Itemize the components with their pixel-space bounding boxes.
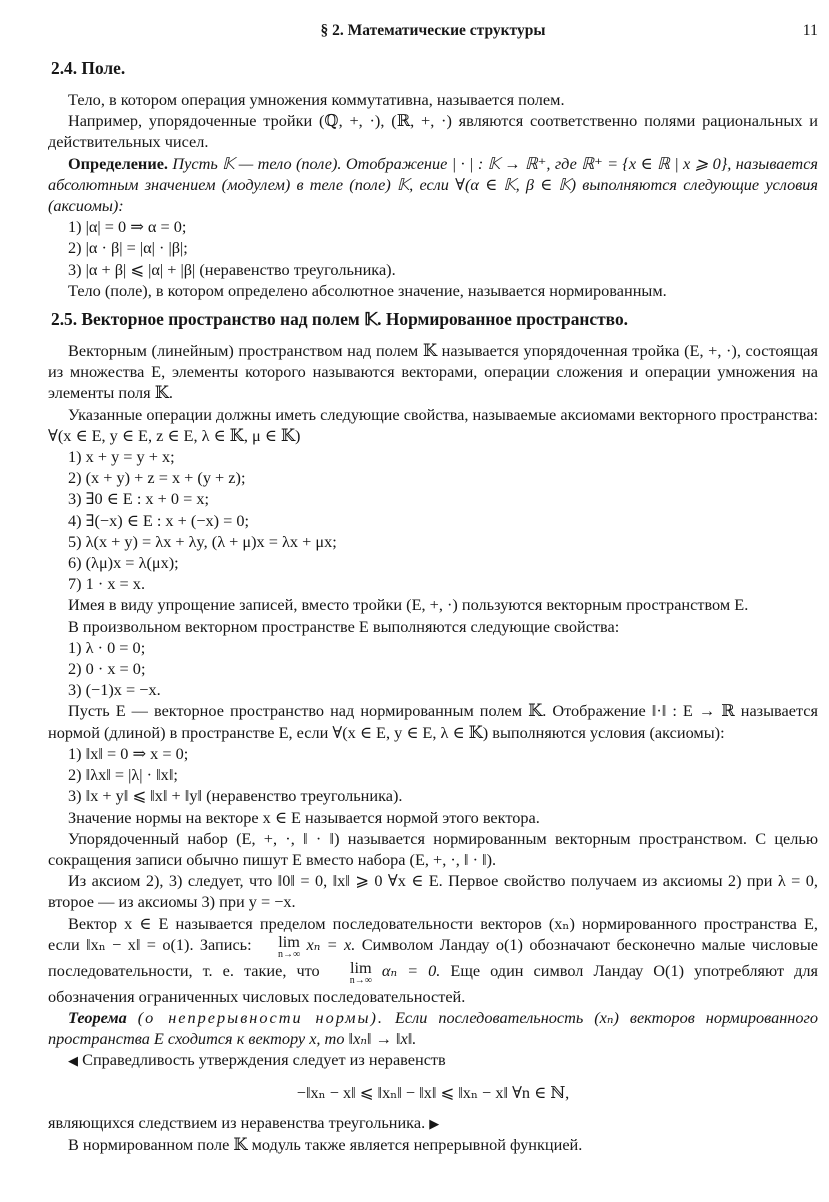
theorem-text: Если последовательность (xₙ) векторов нормированного пространства E сходится к вектору x, то ‖xₙ‖ → ‖x‖. [48,1007,818,1049]
definition-text: Пусть 𝕂 — тело (поле). Отображение | · | : 𝕂 → ℝ⁺, где ℝ⁺ = {x ∈ ℝ | x ⩾ 0}, называется абсолютным значением (модулем) в теле (поле) 𝕂, если ∀(α ∈ 𝕂, β ∈ 𝕂) выполняются следующие условия (аксиомы): [48,153,818,216]
limit-paragraph-part-a: Вектор x ∈ E называется пределом последовательности векторов (xₙ) нормированного пространства E, если ‖xₙ − x‖ = o(1). Запись: [48,913,818,954]
norm-axiom: 3) ‖x + y‖ ⩽ ‖x‖ + ‖y‖ (неравенство треугольника). [68,786,403,806]
section-heading-2-4: 2.4. Поле. [51,58,126,78]
page-body [48,53,818,1155]
paragraph: Тело (поле), в котором определено абсолютное значение, называется нормированным. [68,280,667,300]
limit-word: lim [349,957,372,977]
limit-paragraph [48,913,818,1007]
paragraph: Имея в виду упрощение записей, вместо тройки (E, +, ·) пользуются векторным пространством E. [68,595,749,615]
paragraph: Например, упорядоченные тройки (ℚ, +, ·), (ℝ, +, ·) являются соответственно полями рациональных и действительных чисел. [48,111,818,152]
running-header [48,16,818,40]
section-heading-2-5: 2.5. Векторное пространство над полем 𝕂. Нормированное пространство. [51,309,628,330]
axiom: 6) (λμ)x = λ(μx); [68,553,179,573]
limit-expression: αₙ = 0. [381,960,441,980]
proof-end [48,1112,818,1134]
axiom: 3) ∃0 ∈ E : x + 0 = x; [68,489,209,509]
page-number: 11 [802,22,818,39]
axiom: 4) ∃(−x) ∈ E : x + (−x) = 0; [68,510,250,530]
axiom: 5) λ(x + y) = λx + λy, (λ + μ)x = λx + μx; [68,531,337,551]
limit-paragraph-part-c: Еще один символ Ландау O(1) употребляют для обозначения ограниченных числовых последовательностей. [48,960,819,1006]
axiom: 7) 1 · x = x. [68,574,146,594]
proof-start-marker: ◀ [68,1053,78,1069]
limit-symbol [330,957,372,986]
limit-word: lim [278,931,300,951]
axiom: 2) (x + y) + z = x + (y + z); [68,468,246,488]
theorem-name: (о непрерывности нормы). [137,1007,385,1027]
property: 1) λ · 0 = 0; [68,637,146,657]
axiom: 2) |α · β| = |α| · |β|; [68,238,188,258]
definition-label: Определение. [68,153,168,173]
paragraph: Из аксиом 2), 3) следует, что ‖0‖ = 0, ‖x‖ ⩾ 0 ∀x ∈ E. Первое свойство получаем из аксиомы 2) при λ = 0, второе — из аксиомы 3) при y = −x. [48,871,818,912]
paragraph: В нормированном поле 𝕂 модуль также является непрерывной функцией. [68,1134,583,1154]
paragraph: Упорядоченный набор (E, +, ·, ‖ · ‖) называется нормированным векторным пространством. С целью сокращения записи обычно пишут E вместо набора (E, +, ·, ‖ · ‖). [48,828,818,869]
axiom: 1) |α| = 0 ⇒ α = 0; [68,217,187,237]
proof-text: Справедливость утверждения следует из неравенств [82,1050,446,1070]
proof-formula: −‖xₙ − x‖ ⩽ ‖xₙ‖ − ‖x‖ ⩽ ‖xₙ − x‖ ∀n ∈ ℕ, [296,1082,570,1102]
paragraph: Векторным (линейным) пространством над полем 𝕂 называется упорядоченная тройка (E, +, ·), состоящая из множества E, элементы которого называются векторами, операции сложения и операции умножения на элементы поля 𝕂. [48,341,818,403]
paragraph: В произвольном векторном пространстве E выполняются следующие свойства: [68,616,620,636]
paragraph: Значение нормы на векторе x ∈ E называется нормой этого вектора. [68,807,540,827]
norm-axiom: 1) ‖x‖ = 0 ⇒ x = 0; [68,743,189,763]
theorem-label: Теорема [68,1007,127,1027]
paragraph: Тело, в котором операция умножения коммутативна, называется полем. [68,90,565,109]
property: 3) (−1)x = −x. [68,680,161,700]
limit-symbol [258,931,301,960]
property: 2) 0 · x = 0; [68,659,146,679]
norm-axiom: 2) ‖λx‖ = |λ| · ‖x‖; [68,765,178,785]
axiom: 1) x + y = y + x; [68,447,175,467]
limit-subscript: n→∞ [349,974,372,986]
limit-paragraph-part-b: Символом Ландау o(1) обозначают бесконечно малые числовые последовательности, т. е. такие, что [48,934,818,980]
limit-expression: xₙ = x. [306,934,356,954]
proof-start [48,1049,818,1071]
proof-end-marker: ▶ [429,1115,440,1131]
limit-subscript: n→∞ [278,948,301,960]
paragraph: Указанные операции должны иметь следующие свойства, называемые аксиомами векторного пространства: ∀(x ∈ E, y ∈ E, z ∈ E, λ ∈ 𝕂, μ ∈ 𝕂) [48,404,818,445]
paragraph: Пусть E — векторное пространство над нормированным полем 𝕂. Отображение ‖·‖ : E → ℝ называется нормой (длиной) в пространстве E, если ∀(x ∈ E, y ∈ E, λ ∈ 𝕂) выполняются условия (аксиомы): [48,701,818,742]
proof-text: являющихся следствием из неравенства треугольника. [48,1112,426,1132]
header-title: § 2. Математические структуры [320,22,546,39]
axiom: 3) |α + β| ⩽ |α| + |β| (неравенство треугольника). [68,259,396,279]
definition [48,153,818,217]
theorem [48,1007,818,1049]
